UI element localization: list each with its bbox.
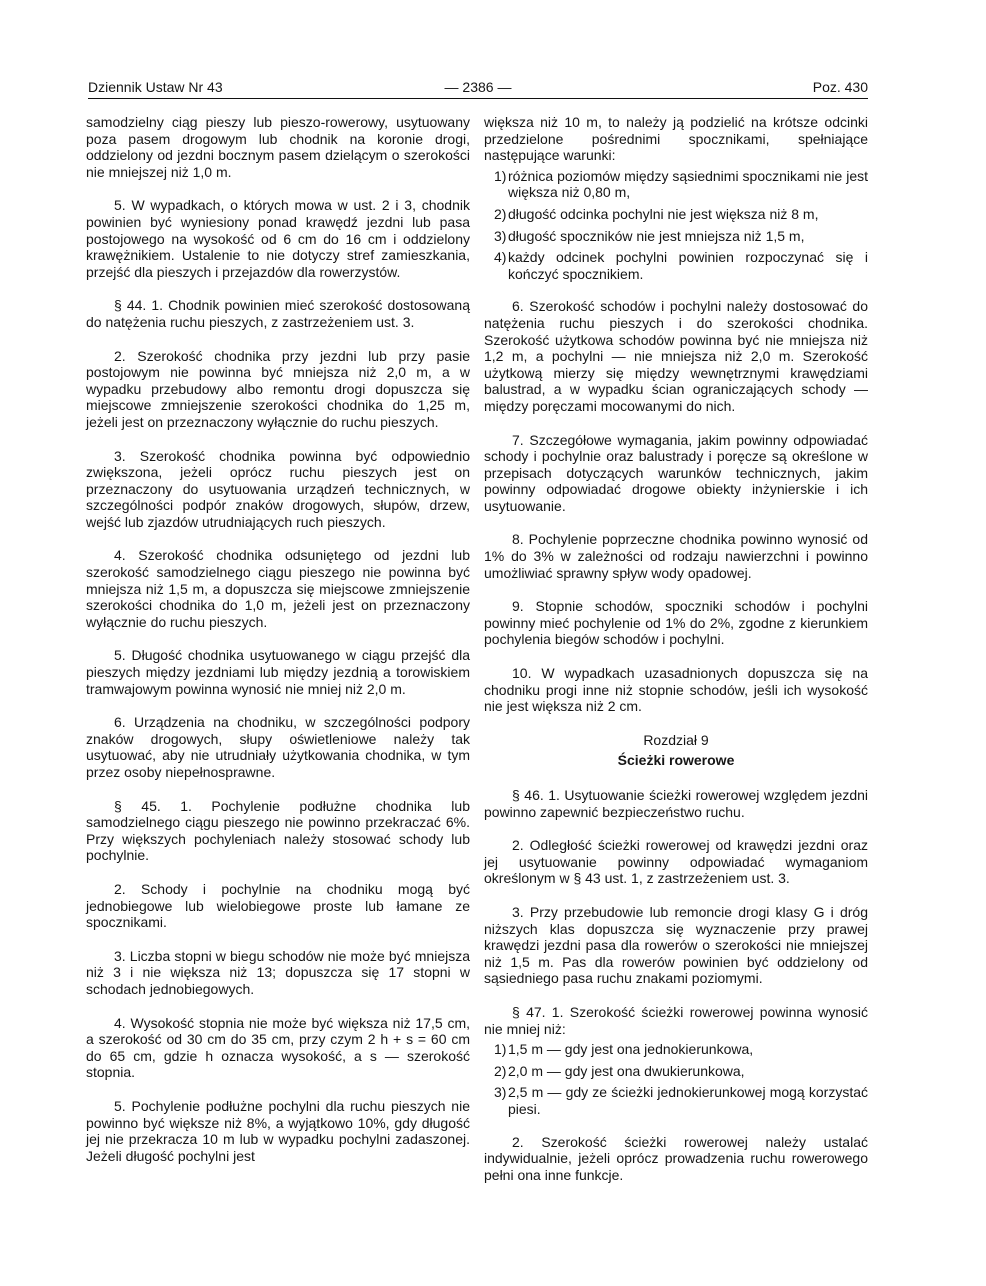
left-column [86,114,470,1181]
paragraph: § 47. 1. Szerokość ścieżki rowerowej powinna wynosić nie mniej niż: [484,1003,868,1037]
page-number: — 2386 — [444,79,512,95]
journal-title: Dziennik Ustaw Nr 43 [88,79,223,95]
paragraph: § 46. 1. Usytuowanie ścieżki rowerowej względem jezdni powinno zapewnić bezpieczeństwo ruchu. [484,787,868,820]
list-item [484,1084,868,1117]
paragraph: 4. Wysokość stopnia nie może być większa niż 17,5 cm, a szerokość od 30 cm do 35 cm, przy czym 2 h + s = 60 cm do 65 cm, gdzie h oznacza wysokość, a s — szerokość stopnia. [86,1014,470,1081]
list-item [484,206,868,223]
conditions-list [484,168,868,283]
position-number: Poz. 430 [812,79,868,95]
paragraph: 3. Przy przebudowie lub remoncie drogi klasy G i dróg niższych klas dopuszcza się wyznaczenie przy prawej krawędzi jezdni pasa dla rowerów o szerokości nie mniejszej niż 1,5 m. Pas dla rowerów powinien być oddzielony od sąsiedniego pasa ruchu znakami poziomymi. [484,903,868,987]
list-text: długość odcinka pochylni nie jest większa niż 8 m, [508,205,819,222]
list-number: 3) [494,1084,507,1101]
list-number: 2) [494,205,507,222]
paragraph: 9. Stopnie schodów, spoczniki schodów i pochylni powinny mieć pochylenie od 1% do 2%, zgodne z kierunkiem pochylenia biegów schodów i pochylni. [484,598,868,648]
list-text: długość spoczników nie jest mniejsza niż 1,5 m, [508,227,805,244]
list-number: 3) [494,227,507,244]
paragraph: 2. Szerokość chodnika przy jezdni lub przy pasie postojowym nie powinna być mniejsza niż 2,0 m, a w wypadku przebudowy albo remontu drogi dopuszcza się miejscowe zmniejszenie szerokości chodnika do 1,25 m, jeżeli jest on przeznaczony wyłącznie do ruchu pieszych. [86,347,470,430]
list-number: 1) [494,1041,507,1058]
list-item [484,1041,868,1058]
list-item [484,1063,868,1080]
paragraph: 6. Urządzenia na chodniku, w szczególności podpory znaków drogowych, słupy oświetleniowe należy tak usytuować, aby nie utrudniały użytkowania chodnika, w tym przez osoby niepełnosprawne. [86,714,470,780]
paragraph: 8. Pochylenie poprzeczne chodnika powinno wynosić od 1% do 3% w zależności od rodzaju nawierzchni i powinno umożliwiać sprawny spływ wody opadowej. [484,531,868,581]
paragraph: 6. Szerokość schodów i pochylni należy dostosować do natężenia ruchu pieszych i do szerokości chodnika. Szerokość użytkowa schodów powinna być nie mniejsza niż 1,2 m, a pochylni — nie mniejsza niż 2,0 m. Szerokość użytkową mierzy się między wewnętrznymi krawędziami balustrad, a w wypadku ścian ograniczających schody — między poręczami mocowanymi do nich. [484,298,868,414]
paragraph: 7. Szczegółowe wymagania, jakim powinny odpowiadać schody i pochylnie oraz balustrady i poręcze są określone w przepisach dotyczących warunków technicznych, jakim powinny odpowiadać drogowe obiekty inżynierskie i ich usytuowanie. [484,431,868,514]
paragraph: 2. Schody i pochylnie na chodniku mogą być jednobiegowe lub wielobiegowe proste lub łamane ze spocznikami. [86,880,470,931]
width-list [484,1041,868,1117]
page-header [88,76,868,98]
list-text: każdy odcinek pochylni powinien rozpoczynać się i kończyć spocznikiem. [508,249,868,282]
paragraph: 3. Szerokość chodnika powinna być odpowiednio zwiększona, jeżeli oprócz ruchu pieszych jest on przeznaczony do usytuowania urządzeń technicznych, w szczególności podpór znaków drogowych, słupów, drzew, wejść lub zjazdów utrudniających ruch pieszych. [86,447,470,530]
list-number: 4) [494,249,507,266]
chapter-number: Rozdział 9 [643,731,709,748]
paragraph: 10. W wypadkach uzasadnionych dopuszcza się na chodniku progi inne niż stopnie schodów, jeśli ich wysokość nie jest większa niż 2 cm. [484,665,868,715]
right-column [484,114,868,1200]
header-rule [88,98,868,99]
list-text: 2,5 m — gdy ze ścieżki jednokierunkowej mogą korzystać piesi. [508,1084,868,1117]
list-text: różnica poziomów między sąsiednimi spocznikami nie jest większa niż 0,80 m, [508,167,868,201]
paragraph: 3. Liczba stopni w biegu schodów nie może być mniejsza niż 3 i nie większa niż 13; dopuszcza się 17 stopni w schodach jednobiegowych. [86,947,470,997]
paragraph: większa niż 10 m, to należy ją podzielić na krótsze odcinki przedzielone pośrednimi spocznikami, spełniające następujące warunki: [484,114,868,164]
paragraph: 5. W wypadkach, o których mowa w ust. 2 i 3, chodnik powinien być wyniesiony ponad krawędź jezdni lub pasa postojowego na wysokość od 6 cm do 16 cm i oddzielony krawężnikiem. Ustalenie to nie dotyczy stref zamieszkania, przejść dla pieszych i przejazdów dla rowerzystów. [86,197,470,280]
paragraph: § 45. 1. Pochylenie podłużne chodnika lub samodzielnego ciągu pieszego nie powinno przekraczać 6%. Przy większych pochyleniach należy stosować schody lub pochylnie. [86,797,470,864]
paragraph: 5. Pochylenie podłużne pochylni dla ruchu pieszych nie powinno być większe niż 8%, a wyjątkowo 10%, gdy długość jej nie przekracza 10 m lub w wypadku pochylni zadaszonej. Jeżeli długość pochylni jest [86,1097,470,1164]
paragraph: 2. Szerokość ścieżki rowerowej należy ustalać indywidualnie, jeżeli oprócz prowadzenia ruchu rowerowego pełni ona inne funkcje. [484,1133,868,1183]
chapter-title: Ścieżki rowerowe [617,752,735,769]
list-item [484,249,868,282]
list-number: 1) [494,167,507,184]
list-number: 2) [494,1062,507,1079]
list-item [484,168,868,201]
paragraph: § 44. 1. Chodnik powinien mieć szerokość dostosowaną do natężenia ruchu pieszych, z zastrzeżeniem ust. 3. [86,297,470,330]
list-item [484,228,868,245]
paragraph: samodzielny ciąg pieszy lub pieszo-rowerowy, usytuowany poza pasem drogowym lub chodnik na koronie drogi, oddzielony od jezdni bocznym pasem dzielącym o szerokości nie mniejszej niż 1,0 m. [86,114,470,180]
list-text: 1,5 m — gdy jest ona jednokierunkowa, [508,1041,754,1058]
paragraph: 4. Szerokość chodnika odsuniętego od jezdni lub szerokość samodzielnego ciągu pieszego nie powinna być mniejsza niż 1,5 m, a dopuszcza się miejscowe zmniejszenie szerokości chodnika do 1,0 m, jeżeli jest on przeznaczony wyłącznie do ruchu pieszych. [86,547,470,630]
list-text: 2,0 m — gdy jest ona dwukierunkowa, [508,1062,745,1079]
paragraph: 5. Długość chodnika usytuowanego w ciągu przejść dla pieszych między jezdniami lub między jezdnią a torowiskiem tramwajowym powinna wynosić nie mniej niż 2,0 m. [86,647,470,697]
paragraph: 2. Odległość ścieżki rowerowej od krawędzi jezdni oraz jej usytuowanie powinny odpowiadać wymaganiom określonym w § 43 ust. 1, z zastrzeżeniem ust. 3. [484,837,868,887]
